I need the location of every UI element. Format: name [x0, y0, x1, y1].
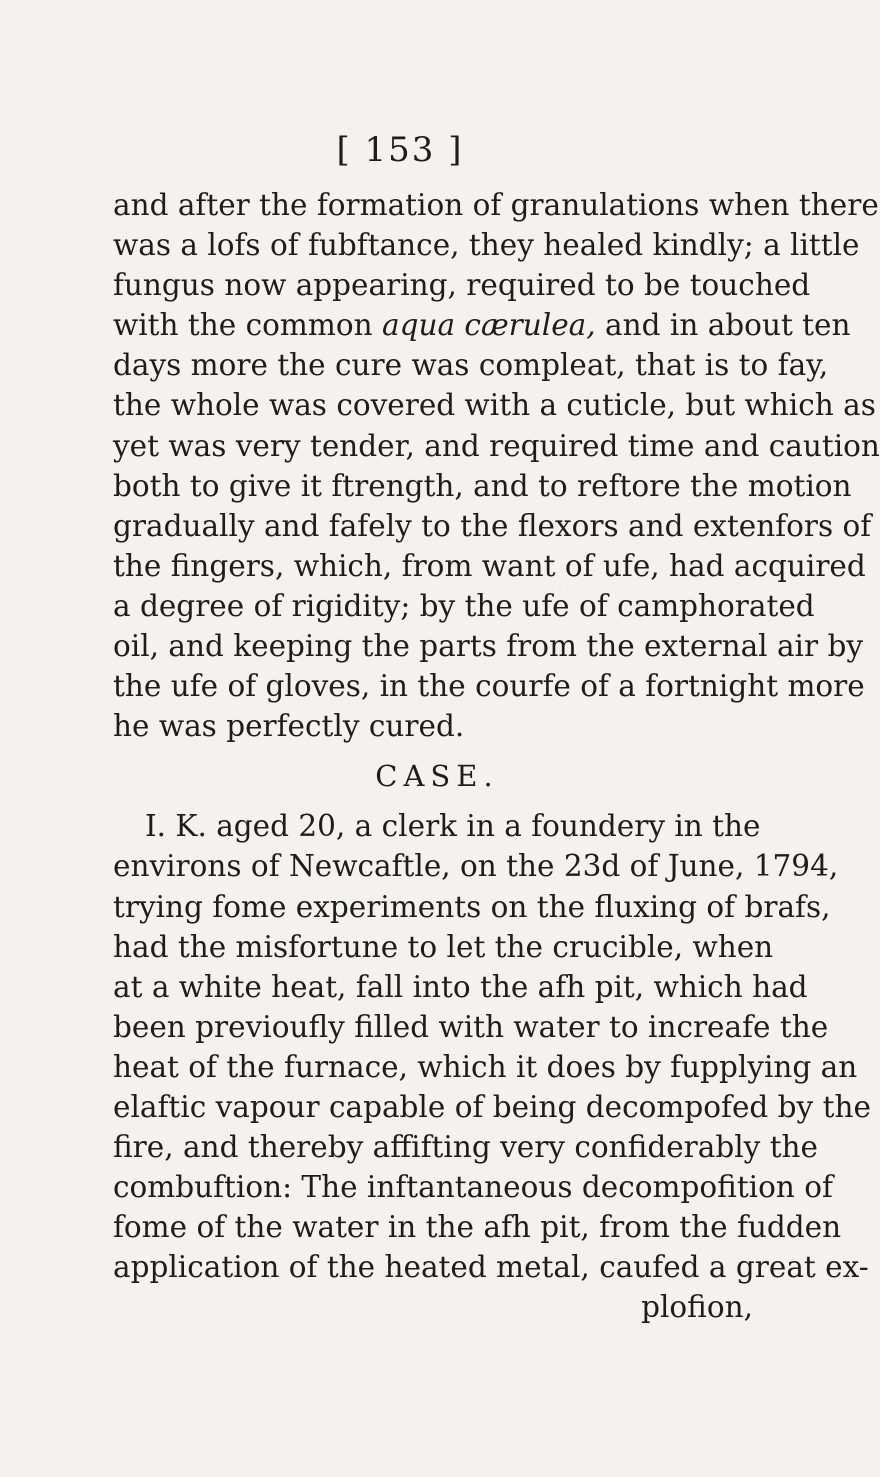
text-line: been previoufly filled with water to increafe the [113, 1009, 829, 1044]
catchword: plofion, [641, 1290, 753, 1325]
text-line: was a lofs of fubftance, they healed kindly; a little [113, 228, 860, 263]
text-line: fire, and thereby affifting very confiderably the [113, 1130, 819, 1165]
text-line: the whole was covered with a cuticle, but which as [113, 388, 876, 423]
text-segment: with the common [113, 308, 373, 343]
text-line: fome of the water in the afh pit, from the fudden [113, 1210, 842, 1245]
text-line: elaftic vapour capable of being decompofed by the [113, 1089, 871, 1124]
paragraph-1 [113, 185, 880, 746]
text-line: gradually and fafely to the flexors and extenfors of [113, 508, 872, 543]
text-line: at a white heat, fall into the afh pit, which had [113, 969, 808, 1004]
text-line: trying fome experiments on the fluxing of brafs, [113, 889, 831, 924]
page-header [0, 128, 800, 172]
italic-term: aqua cærulea, [382, 308, 596, 343]
text-line: the ufe of gloves, in the courfe of a fortnight more [113, 669, 865, 704]
text-line: environs of Newcaftle, on the 23d of June, 1794, [113, 849, 839, 884]
text-line: had the misfortune to let the crucible, when [113, 929, 774, 964]
text-line: heat of the furnace, which it does by fupplying an [113, 1049, 858, 1084]
text-line: days more the cure was compleat, that is to fay, [113, 348, 829, 383]
text-line: yet was very tender, and required time and caution [113, 428, 880, 463]
bracket-open: [ [336, 130, 352, 170]
case-heading: CASE. [375, 759, 499, 794]
paragraph-2 [113, 806, 871, 1327]
text-line-mixed [113, 305, 851, 345]
text-line: the fingers, which, from want of ufe, had acquired [113, 548, 866, 583]
text-line: combuftion: The inftantaneous decompofition of [113, 1170, 833, 1205]
text-segment: and in about ten [605, 308, 851, 343]
text-line: both to give it ftrength, and to reftore the motion [113, 468, 852, 503]
page-number: 153 [364, 130, 436, 170]
text-line: and after the formation of granulations when there [113, 188, 879, 222]
text-line: application of the heated metal, caufed a great ex- [113, 1250, 869, 1285]
text-line: a degree of rigidity; by the ufe of camphorated [113, 588, 815, 623]
bracket-close: ] [448, 130, 464, 170]
text-line: he was perfectly cured. [113, 709, 465, 744]
text-line: I. K. aged 20, a clerk in a foundery in the [145, 809, 761, 844]
text-line: oil, and keeping the parts from the external air by [113, 629, 864, 664]
body-text [113, 185, 880, 1328]
text-line: fungus now appearing, required to be touched [113, 268, 811, 303]
